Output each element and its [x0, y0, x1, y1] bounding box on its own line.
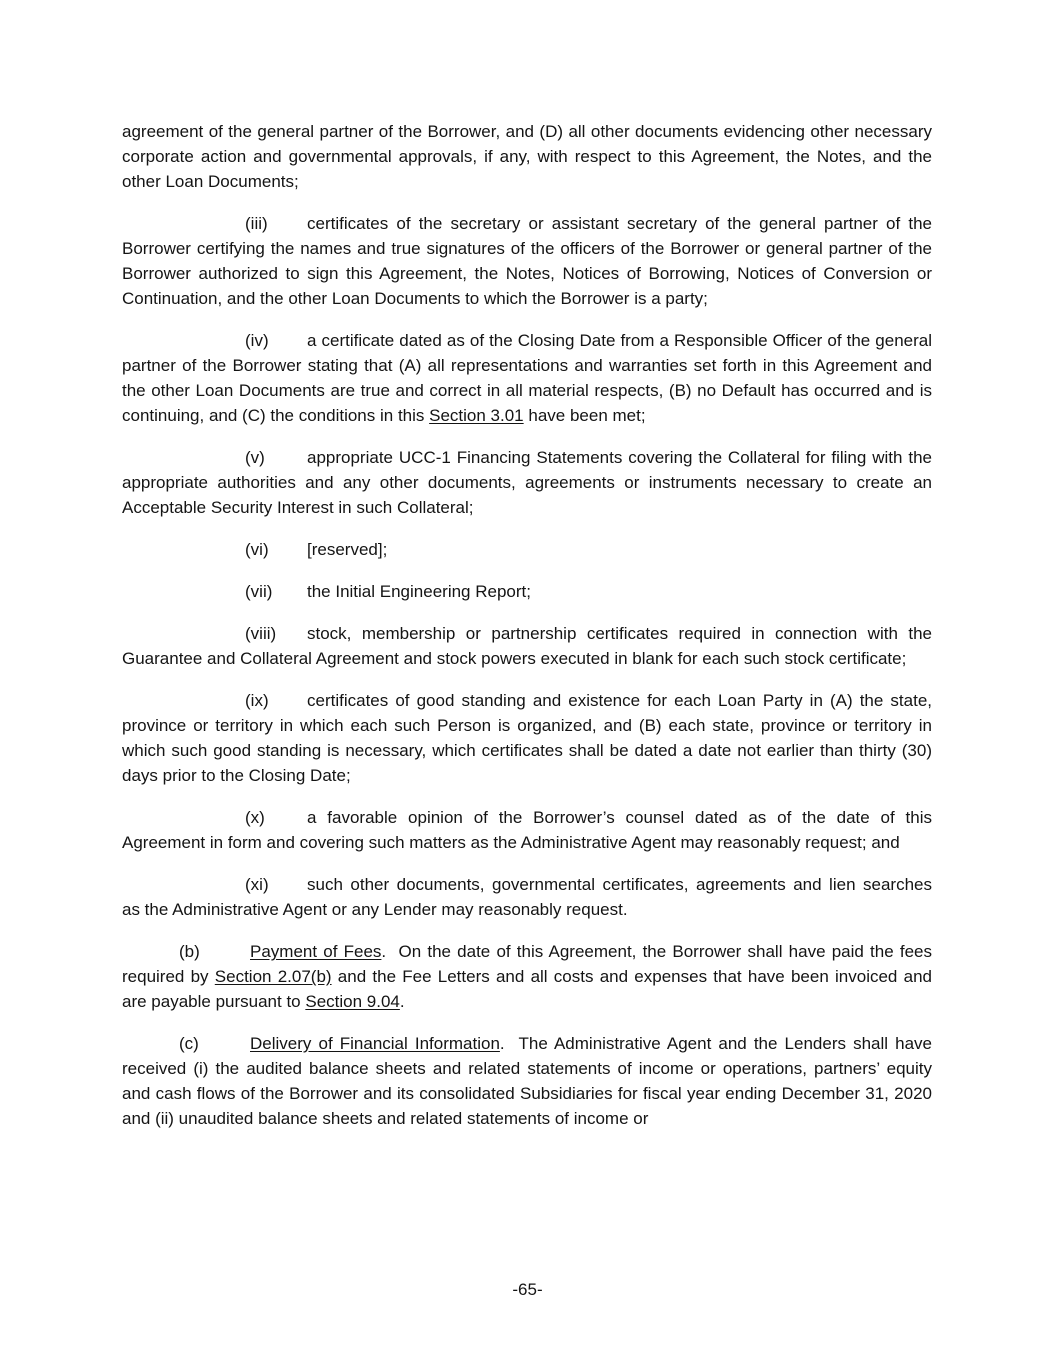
- section-reference: Section 9.04: [305, 992, 400, 1011]
- paragraph-text: a certificate dated as of the Closing Date from a Responsible Officer of the general partner of the Borrower stating that (A) all representations and warranties set forth in this Agreement and the other Loan Documents are true and correct in all material respects, (B) no Default has occurred and is continuing, and (C) the conditions in this: [122, 331, 932, 425]
- paragraph-text: stock, membership or partnership certificates required in connection with the Guarantee and Collateral Agreement and stock powers executed in blank for each such stock certificate;: [122, 624, 932, 668]
- paragraph-text: such other documents, governmental certificates, agreements and lien searches as the Administrative Agent or any Lender may reasonably request.: [122, 875, 932, 919]
- clause-label: (viii): [245, 624, 277, 643]
- clause-b-payment-of-fees: [122, 939, 932, 1014]
- clause-vi: [122, 537, 932, 562]
- paragraph-text: agreement of the general partner of the Borrower, and (D) all other documents evidencing other necessary corporate action and governmental approvals, if any, with respect to this Agreement, the Notes, and the other Loan Documents;: [122, 122, 932, 191]
- clause-label: (vii): [245, 582, 273, 601]
- paragraph-text: certificates of the secretary or assistant secretary of the general partner of the Borrower certifying the names and true signatures of the officers of the Borrower or general partner of the Borrower authorized to sign this Agreement, the Notes, Notices of Borrowing, Notices of Conversion or Continuation, and the other Loan Documents to which the Borrower is a party;: [122, 214, 932, 308]
- underlined-heading: Payment of Fees: [250, 942, 382, 961]
- paragraph-text: . On the date of this Agreement, the Borrower shall have paid the fees required by: [122, 942, 932, 986]
- clause-ix: [122, 688, 932, 788]
- section-reference: Section 2.07(b): [214, 967, 332, 986]
- clause-label: (ix): [245, 691, 269, 710]
- page-number: -65-: [512, 1280, 543, 1299]
- paragraph-continuation: [122, 119, 932, 194]
- paragraph-text: have been met;: [523, 406, 646, 425]
- clause-vii: [122, 579, 932, 604]
- clause-label: (iv): [245, 331, 269, 350]
- paragraph-text: [reserved];: [307, 540, 388, 559]
- clause-xi: [122, 872, 932, 922]
- clause-label: (xi): [245, 875, 269, 894]
- underlined-heading: Delivery of Financial Information: [250, 1034, 500, 1053]
- clause-v: [122, 445, 932, 520]
- paragraph-text: the Initial Engineering Report;: [307, 582, 531, 601]
- clause-label: (iii): [245, 214, 268, 233]
- clause-c-delivery-of-financial-information: [122, 1031, 932, 1131]
- paragraph-text: appropriate UCC-1 Financing Statements covering the Collateral for filing with the appropriate authorities and any other documents, agreements or instruments necessary to create an Acceptable Security Interest in such Collateral;: [122, 448, 932, 517]
- paragraph-text: a favorable opinion of the Borrower’s counsel dated as of the date of this Agreement in form and covering such matters as the Administrative Agent may reasonably request; and: [122, 808, 932, 852]
- clause-iv: [122, 328, 932, 428]
- clause-label: (vi): [245, 540, 269, 559]
- clause-viii: [122, 621, 932, 671]
- paragraph-text: certificates of good standing and existence for each Loan Party in (A) the state, province or territory in which each such Person is organized, and (B) each state, province or territory in which such good standing is necessary, which certificates shall be dated a date not earlier than thirty (30) days prior to the Closing Date;: [122, 691, 932, 785]
- clause-label: (c): [179, 1034, 199, 1053]
- section-reference: Section 3.01: [429, 406, 524, 425]
- paragraph-text: .: [399, 992, 405, 1011]
- clause-iii: [122, 211, 932, 311]
- paragraph-text: and the Fee Letters and all costs and expenses that have been invoiced and are payable pursuant to: [122, 967, 932, 1011]
- paragraph-text: . The Administrative Agent and the Lenders shall have received (i) the audited balance sheets and related statements of income or operations, partners’ equity and cash flows of the Borrower and its consolidated Subsidiaries for fiscal year ending December 31, 2020 and (ii) unaudited balance sheets and related statements of income or: [122, 1034, 932, 1128]
- clause-label: (b): [179, 942, 200, 961]
- document-body: [122, 119, 932, 1131]
- clause-x: [122, 805, 932, 855]
- clause-label: (x): [245, 808, 265, 827]
- clause-label: (v): [245, 448, 265, 467]
